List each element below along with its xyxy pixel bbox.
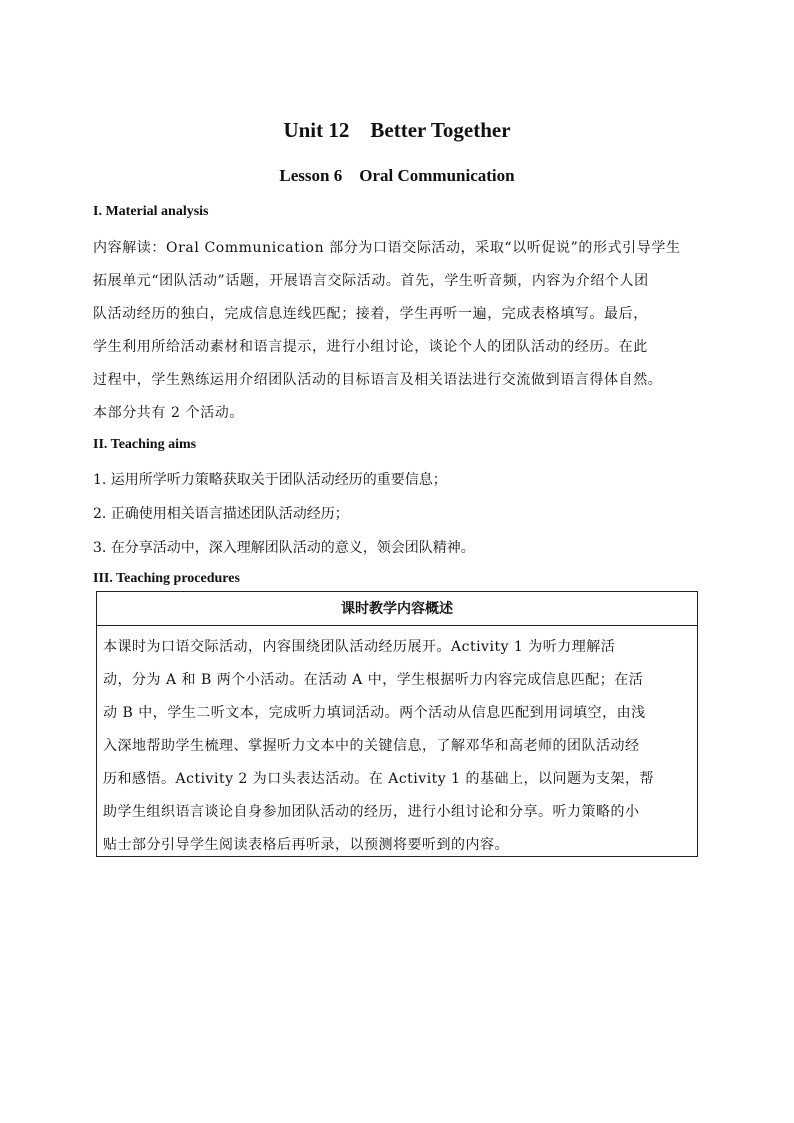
paragraph-line: 过程中，学生熟练运用介绍团队活动的目标语言及相关语法进行交流做到语言得体自然。 xyxy=(93,372,663,388)
cell-line: 动 B 中，学生二听文本，完成听力填词活动。两个活动从信息匹配到用词填空，由浅 xyxy=(103,705,646,721)
cell-line: 贴士部分引导学生阅读表格后再听录，以预测将要听到的内容。 xyxy=(103,837,509,853)
procedures-table xyxy=(96,591,698,857)
material-analysis-heading: I. Material analysis xyxy=(93,204,209,219)
teaching-procedures-heading: III. Teaching procedures xyxy=(93,571,240,586)
paragraph-line: 拓展单元“团队活动”话题，开展语言交际活动。首先，学生听音频，内容为介绍个人团 xyxy=(93,273,649,289)
cell-line: 入深地帮助学生梳理、掌握听力文本中的关键信息，了解邓华和高老师的团队活动经 xyxy=(103,738,640,754)
cell-line: 动，分为 A 和 B 两个小活动。在活动 A 中，学生根据听力内容完成信息匹配；在活 xyxy=(103,672,644,688)
aim-item: 1. 运用所学听力策略获取关于团队活动经历的重要信息； xyxy=(93,472,447,488)
cell-line: 助学生组织语言谈论自身参加团队活动的经历，进行小组讨论和分享。听力策略的小 xyxy=(103,804,640,820)
paragraph-line: 内容解读：Oral Communication 部分为口语交际活动，采取“以听促说”的形式引导学生 xyxy=(93,240,681,256)
paragraph-line: 队活动经历的独白，完成信息连线匹配；接着，学生再听一遍，完成表格填写。最后， xyxy=(93,306,648,322)
unit-title: Unit 12 Better Together xyxy=(283,118,511,142)
cell-line: 本课时为口语交际活动，内容围绕团队活动经历展开。Activity 1 为听力理解活 xyxy=(103,639,616,655)
aim-item: 3. 在分享活动中，深入理解团队活动的意义，领会团队精神。 xyxy=(93,540,475,556)
paragraph-line: 学生利用所给活动素材和语言提示，进行小组讨论，谈论个人的团队活动的经历。在此 xyxy=(93,339,648,355)
cell-line: 历和感悟。Activity 2 为口头表达活动。在 Activity 1 的基础上，以问题为支架，帮 xyxy=(103,771,655,787)
table-header: 课时教学内容概述 xyxy=(97,592,697,626)
teaching-aims-heading: II. Teaching aims xyxy=(93,437,197,452)
lesson-title: Lesson 6 Oral Communication xyxy=(279,166,515,185)
aim-item: 2. 正确使用相关语言描述团队活动经历； xyxy=(93,506,349,522)
paragraph-line: 本部分共有 2 个活动。 xyxy=(93,405,245,421)
